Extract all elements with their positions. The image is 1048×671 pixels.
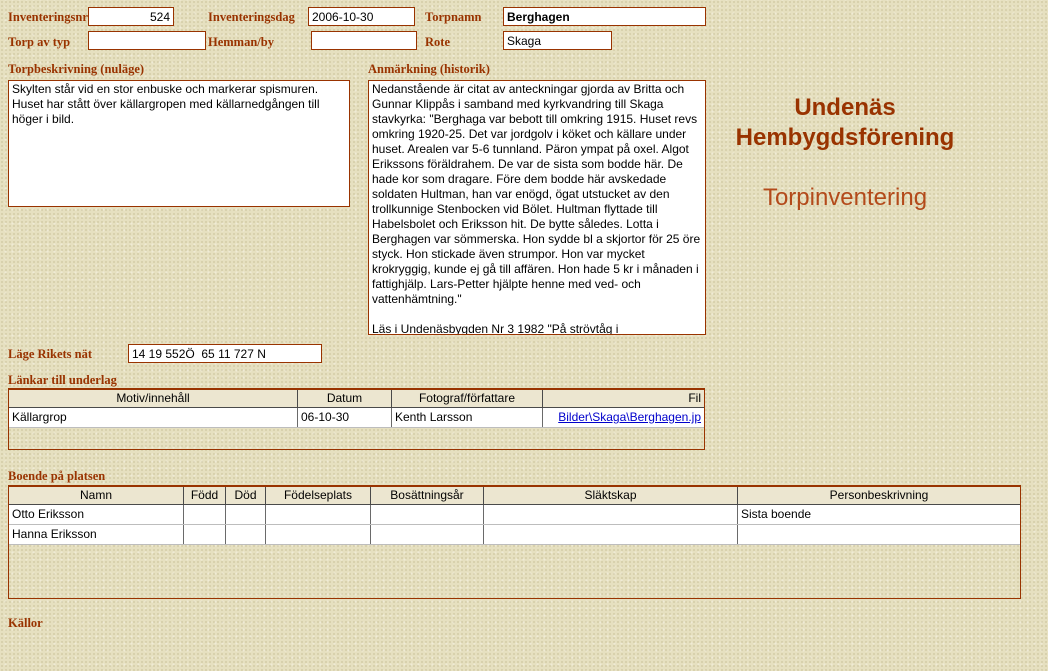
resident-personbeskrivning[interactable] (738, 525, 1020, 544)
anmarkning-label: Anmärkning (historik) (368, 62, 490, 76)
links-col-datum: Datum (298, 390, 392, 407)
links-cell-fotograf[interactable]: Kenth Larsson (392, 408, 543, 427)
torpbeskrivning-textarea[interactable] (8, 80, 350, 207)
lage-rikets-nat-input[interactable] (128, 344, 322, 363)
torpnamn-input[interactable] (503, 7, 706, 26)
residents-table-header (9, 487, 1020, 505)
resident-fodd[interactable] (184, 525, 226, 544)
inventeringsdag-input[interactable] (308, 7, 415, 26)
lankar-till-underlag-heading: Länkar till underlag (8, 373, 117, 387)
residents-table (8, 485, 1021, 599)
file-link[interactable]: Bilder\Skaga\Berghagen.jp (558, 410, 701, 424)
kallor-heading: Källor (8, 616, 43, 630)
table-row (9, 505, 1020, 525)
resident-dod[interactable] (226, 505, 266, 524)
hemman-by-input[interactable] (311, 31, 417, 50)
rote-label: Rote (425, 35, 450, 49)
residents-col-personbeskrivning: Personbeskrivning (829, 488, 929, 502)
torpnamn-label: Torpnamn (425, 10, 482, 24)
links-col-fil: Fil (688, 391, 701, 405)
table-row (9, 408, 704, 428)
resident-fodelseplats[interactable] (266, 525, 371, 544)
inventeringsnr-input[interactable] (88, 7, 174, 26)
torp-av-typ-label: Torp av typ (8, 35, 71, 49)
resident-namn[interactable]: Hanna Eriksson (9, 525, 184, 544)
rote-input[interactable] (503, 31, 612, 50)
resident-fodelseplats[interactable] (266, 505, 371, 524)
organisation-name: Undenäs Hembygdsförening (735, 94, 955, 151)
lage-rikets-nat-label: Läge Rikets nät (8, 347, 93, 361)
form-title: Torpinventering (762, 184, 928, 211)
inventeringsdag-label: Inventeringsdag (208, 10, 295, 24)
inventeringsnr-label: Inventeringsnr (8, 10, 88, 24)
table-row (9, 525, 1020, 545)
residents-col-fodd: Född (184, 487, 226, 504)
links-table (8, 388, 705, 450)
links-cell-motiv[interactable]: Källargrop (9, 408, 298, 427)
residents-col-bosattningsar: Bosättningsår (371, 487, 484, 504)
links-cell-datum[interactable]: 06-10-30 (298, 408, 392, 427)
resident-bosattningsar[interactable] (371, 505, 484, 524)
resident-namn[interactable]: Otto Eriksson (9, 505, 184, 524)
torp-av-typ-input[interactable] (88, 31, 206, 50)
residents-col-dod: Död (226, 487, 266, 504)
links-col-fotograf: Fotograf/författare (392, 390, 543, 407)
organisation-header (700, 93, 990, 212)
resident-bosattningsar[interactable] (371, 525, 484, 544)
resident-slaktskap[interactable] (484, 525, 738, 544)
hemman-by-label: Hemman/by (208, 35, 274, 49)
anmarkning-textarea[interactable] (368, 80, 706, 335)
resident-fodd[interactable] (184, 505, 226, 524)
links-table-header (9, 390, 704, 408)
resident-slaktskap[interactable] (484, 505, 738, 524)
resident-dod[interactable] (226, 525, 266, 544)
links-cell-fil (543, 408, 704, 427)
residents-col-slaktskap: Släktskap (484, 487, 738, 504)
resident-personbeskrivning[interactable]: Sista boende (741, 507, 812, 521)
residents-col-fodelseplats: Födelseplats (266, 487, 371, 504)
torpbeskrivning-label: Torpbeskrivning (nuläge) (8, 62, 145, 76)
residents-col-namn: Namn (9, 487, 184, 504)
links-col-motiv: Motiv/innehåll (9, 390, 298, 407)
boende-pa-platsen-heading: Boende på platsen (8, 469, 106, 483)
